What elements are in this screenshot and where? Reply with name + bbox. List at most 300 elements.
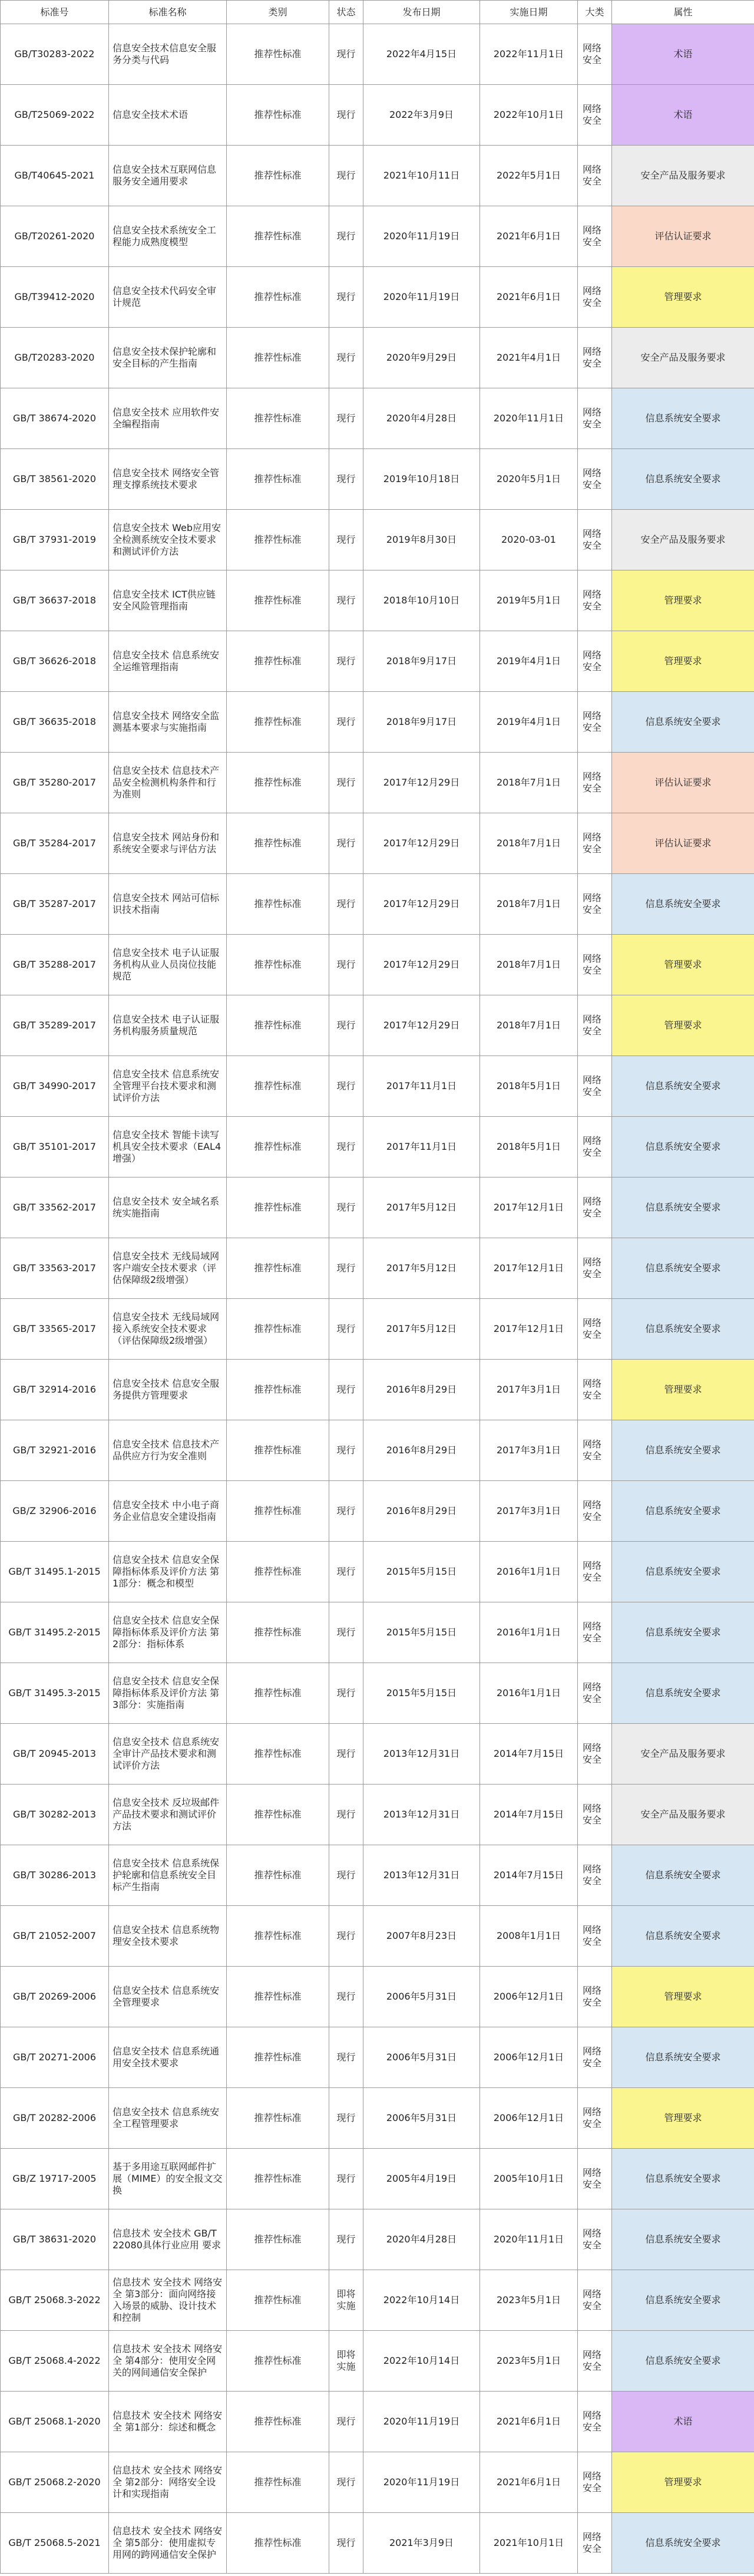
cell-field: 网络安全 [578, 570, 612, 631]
table-row [1, 1056, 754, 1117]
table-row [1, 631, 754, 692]
cell-publish-date: 2013年12月31日 [363, 1724, 480, 1785]
cell-category: 推荐性标准 [227, 2027, 329, 2088]
cell-category: 推荐性标准 [227, 2149, 329, 2209]
cell-publish-date: 2020年4月28日 [363, 2209, 480, 2270]
cell-status: 现行 [329, 510, 363, 570]
cell-category: 推荐性标准 [227, 2209, 329, 2270]
cell-status: 现行 [329, 2452, 363, 2513]
cell-code: GB/T 33565-2017 [1, 1299, 109, 1360]
cell-name: 信息安全技术 信息系统通用安全技术要求 [109, 2027, 227, 2088]
table-row [1, 267, 754, 328]
cell-category: 推荐性标准 [227, 813, 329, 874]
cell-attribute: 信息系统安全要求 [612, 449, 754, 510]
cell-status: 现行 [329, 1785, 363, 1845]
cell-category: 推荐性标准 [227, 1663, 329, 1724]
cell-name: 信息安全技术术语 [109, 85, 227, 146]
table-row [1, 328, 754, 388]
cell-name: 信息安全技术系统安全工程能力成熟度模型 [109, 206, 227, 267]
cell-effective-date: 2021年6月1日 [480, 2452, 578, 2513]
cell-effective-date: 2018年7月1日 [480, 995, 578, 1056]
cell-code: GB/T20261-2020 [1, 206, 109, 267]
cell-effective-date: 2020年5月1日 [480, 449, 578, 510]
cell-publish-date: 2022年3月9日 [363, 85, 480, 146]
cell-effective-date: 2019年4月1日 [480, 631, 578, 692]
cell-effective-date: 2006年12月1日 [480, 1967, 578, 2027]
cell-attribute: 管理要求 [612, 570, 754, 631]
cell-attribute: 信息系统安全要求 [612, 2270, 754, 2331]
cell-publish-date: 2019年10月18日 [363, 449, 480, 510]
cell-publish-date: 2018年10月10日 [363, 570, 480, 631]
cell-publish-date: 2015年5月15日 [363, 1663, 480, 1724]
cell-field: 网络安全 [578, 267, 612, 328]
cell-effective-date: 2021年6月1日 [480, 267, 578, 328]
cell-name: 信息安全技术 电子认证服务机构服务质量规范 [109, 995, 227, 1056]
table-row [1, 1967, 754, 2027]
cell-category: 推荐性标准 [227, 1420, 329, 1481]
header-name: 标准名称 [109, 1, 227, 24]
table-row [1, 85, 754, 146]
cell-code: GB/T 37931-2019 [1, 510, 109, 570]
cell-field: 网络安全 [578, 24, 612, 85]
cell-publish-date: 2006年5月31日 [363, 2027, 480, 2088]
cell-attribute: 信息系统安全要求 [612, 1299, 754, 1360]
cell-effective-date: 2018年7月1日 [480, 753, 578, 813]
table-row [1, 570, 754, 631]
cell-publish-date: 2017年5月12日 [363, 1177, 480, 1238]
cell-category: 推荐性标准 [227, 146, 329, 206]
cell-name: 信息安全技术 Web应用安全检测系统安全技术要求和测试评价方法 [109, 510, 227, 570]
cell-attribute: 信息系统安全要求 [612, 1056, 754, 1117]
cell-attribute: 安全产品及服务要求 [612, 146, 754, 206]
cell-name: 信息安全技术保护轮廓和安全目标的产生指南 [109, 328, 227, 388]
cell-code: GB/T 35288-2017 [1, 935, 109, 995]
cell-attribute: 信息系统安全要求 [612, 1542, 754, 1602]
table-row [1, 1785, 754, 1845]
cell-attribute: 信息系统安全要求 [612, 1420, 754, 1481]
cell-publish-date: 2015年5月15日 [363, 1542, 480, 1602]
cell-attribute: 术语 [612, 85, 754, 146]
cell-publish-date: 2020年11月19日 [363, 206, 480, 267]
cell-field: 网络安全 [578, 935, 612, 995]
cell-attribute: 信息系统安全要求 [612, 1663, 754, 1724]
cell-publish-date: 2006年5月31日 [363, 1967, 480, 2027]
cell-publish-date: 2017年5月12日 [363, 1299, 480, 1360]
cell-attribute: 管理要求 [612, 2088, 754, 2149]
cell-name: 信息安全技术 中小电子商务企业信息安全建设指南 [109, 1481, 227, 1542]
cell-status: 即将实施 [329, 2331, 363, 2392]
cell-effective-date: 2020年11月1日 [480, 2209, 578, 2270]
cell-code: GB/T40645-2021 [1, 146, 109, 206]
cell-status: 现行 [329, 24, 363, 85]
cell-status: 现行 [329, 1724, 363, 1785]
cell-publish-date: 2020年11月19日 [363, 2452, 480, 2513]
cell-field: 网络安全 [578, 1785, 612, 1845]
table-row [1, 510, 754, 570]
cell-status: 现行 [329, 2513, 363, 2574]
table-row [1, 1481, 754, 1542]
cell-status: 现行 [329, 1299, 363, 1360]
cell-field: 网络安全 [578, 1724, 612, 1785]
cell-publish-date: 2017年12月29日 [363, 813, 480, 874]
cell-category: 推荐性标准 [227, 2452, 329, 2513]
cell-status: 现行 [329, 1481, 363, 1542]
table-row [1, 2513, 754, 2574]
cell-status: 现行 [329, 1602, 363, 1663]
cell-field: 网络安全 [578, 1481, 612, 1542]
cell-field: 网络安全 [578, 1663, 612, 1724]
cell-category: 推荐性标准 [227, 1724, 329, 1785]
cell-attribute: 信息系统安全要求 [612, 2513, 754, 2574]
cell-category: 推荐性标准 [227, 510, 329, 570]
cell-category: 推荐性标准 [227, 1177, 329, 1238]
cell-code: GB/T 21052-2007 [1, 1906, 109, 1967]
cell-name: 信息安全技术 信息安全保障指标体系及评价方法 第2部分：指标体系 [109, 1602, 227, 1663]
cell-category: 推荐性标准 [227, 2513, 329, 2574]
cell-effective-date: 2008年1月1日 [480, 1906, 578, 1967]
cell-effective-date: 2018年7月1日 [480, 935, 578, 995]
cell-effective-date: 2017年12月1日 [480, 1177, 578, 1238]
cell-publish-date: 2017年11月1日 [363, 1056, 480, 1117]
cell-effective-date: 2023年5月1日 [480, 2270, 578, 2331]
cell-code: GB/T 32921-2016 [1, 1420, 109, 1481]
cell-attribute: 信息系统安全要求 [612, 1177, 754, 1238]
cell-publish-date: 2017年12月29日 [363, 995, 480, 1056]
cell-field: 网络安全 [578, 2392, 612, 2452]
header-code: 标准号 [1, 1, 109, 24]
cell-publish-date: 2017年5月12日 [363, 1238, 480, 1299]
cell-field: 网络安全 [578, 692, 612, 753]
cell-code: GB/T 32914-2016 [1, 1360, 109, 1420]
cell-publish-date: 2020年11月19日 [363, 267, 480, 328]
cell-attribute: 信息系统安全要求 [612, 1906, 754, 1967]
cell-status: 现行 [329, 1845, 363, 1906]
cell-code: GB/T 30282-2013 [1, 1785, 109, 1845]
cell-code: GB/T 35287-2017 [1, 874, 109, 935]
cell-category: 推荐性标准 [227, 206, 329, 267]
cell-name: 信息技术 安全技术 GB/T 22080具体行业应用 要求 [109, 2209, 227, 2270]
cell-effective-date: 2021年4月1日 [480, 328, 578, 388]
cell-publish-date: 2018年9月17日 [363, 692, 480, 753]
cell-publish-date: 2017年11月1日 [363, 1117, 480, 1177]
cell-effective-date: 2017年12月1日 [480, 1299, 578, 1360]
table-row [1, 449, 754, 510]
header-effective-date: 实施日期 [480, 1, 578, 24]
cell-category: 推荐性标准 [227, 874, 329, 935]
cell-status: 现行 [329, 1542, 363, 1602]
cell-code: GB/T 20282-2006 [1, 2088, 109, 2149]
cell-effective-date: 2014年7月15日 [480, 1724, 578, 1785]
cell-name: 信息技术 安全技术 网络安全 第5部分：使用虚拟专用网的跨网通信安全保护 [109, 2513, 227, 2574]
cell-attribute: 信息系统安全要求 [612, 692, 754, 753]
cell-attribute: 安全产品及服务要求 [612, 510, 754, 570]
cell-code: GB/T30283-2022 [1, 24, 109, 85]
cell-effective-date: 2017年3月1日 [480, 1481, 578, 1542]
cell-name: 信息安全技术 网站身份和系统安全要求与评估方法 [109, 813, 227, 874]
cell-code: GB/T 35284-2017 [1, 813, 109, 874]
cell-status: 现行 [329, 1056, 363, 1117]
cell-field: 网络安全 [578, 2209, 612, 2270]
cell-name: 信息安全技术 电子认证服务机构从业人员岗位技能规范 [109, 935, 227, 995]
cell-code: GB/T 38631-2020 [1, 2209, 109, 2270]
cell-publish-date: 2022年10月14日 [363, 2270, 480, 2331]
cell-status: 现行 [329, 1420, 363, 1481]
cell-code: GB/T 38561-2020 [1, 449, 109, 510]
cell-effective-date: 2006年12月1日 [480, 2027, 578, 2088]
header-attribute: 属性 [612, 1, 754, 24]
cell-field: 网络安全 [578, 631, 612, 692]
cell-name: 信息安全技术 信息系统安全运维管理指南 [109, 631, 227, 692]
cell-attribute: 信息系统安全要求 [612, 2209, 754, 2270]
cell-field: 网络安全 [578, 995, 612, 1056]
cell-code: GB/T 36626-2018 [1, 631, 109, 692]
cell-effective-date: 2018年5月1日 [480, 1056, 578, 1117]
header-field: 大类 [578, 1, 612, 24]
cell-code: GB/T 25068.4-2022 [1, 2331, 109, 2392]
cell-attribute: 信息系统安全要求 [612, 1845, 754, 1906]
cell-status: 现行 [329, 2088, 363, 2149]
cell-status: 现行 [329, 146, 363, 206]
cell-field: 网络安全 [578, 146, 612, 206]
cell-field: 网络安全 [578, 388, 612, 449]
cell-category: 推荐性标准 [227, 1117, 329, 1177]
cell-effective-date: 2005年10月1日 [480, 2149, 578, 2209]
table-row [1, 1724, 754, 1785]
cell-category: 推荐性标准 [227, 328, 329, 388]
cell-attribute: 信息系统安全要求 [612, 2027, 754, 2088]
cell-attribute: 信息系统安全要求 [612, 1602, 754, 1663]
cell-attribute: 管理要求 [612, 935, 754, 995]
cell-category: 推荐性标准 [227, 1299, 329, 1360]
cell-field: 网络安全 [578, 328, 612, 388]
cell-publish-date: 2018年9月17日 [363, 631, 480, 692]
cell-attribute: 管理要求 [612, 267, 754, 328]
cell-name: 信息安全技术 信息系统安全管理平台技术要求和测试评价方法 [109, 1056, 227, 1117]
cell-publish-date: 2015年5月15日 [363, 1602, 480, 1663]
cell-effective-date: 2020-03-01 [480, 510, 578, 570]
cell-category: 推荐性标准 [227, 753, 329, 813]
cell-category: 推荐性标准 [227, 1967, 329, 2027]
cell-effective-date: 2017年3月1日 [480, 1420, 578, 1481]
cell-field: 网络安全 [578, 1238, 612, 1299]
cell-publish-date: 2020年4月28日 [363, 388, 480, 449]
table-row [1, 2149, 754, 2209]
cell-field: 网络安全 [578, 1542, 612, 1602]
table-row [1, 1117, 754, 1177]
cell-field: 网络安全 [578, 2331, 612, 2392]
cell-name: 信息安全技术 信息安全服务提供方管理要求 [109, 1360, 227, 1420]
cell-attribute: 术语 [612, 2392, 754, 2452]
cell-publish-date: 2013年12月31日 [363, 1785, 480, 1845]
table-row [1, 2270, 754, 2331]
cell-status: 现行 [329, 85, 363, 146]
table-row [1, 2452, 754, 2513]
cell-code: GB/T39412-2020 [1, 267, 109, 328]
cell-name: 信息安全技术 网络安全监测基本要求与实施指南 [109, 692, 227, 753]
cell-attribute: 管理要求 [612, 1967, 754, 2027]
table-row [1, 24, 754, 85]
cell-attribute: 信息系统安全要求 [612, 388, 754, 449]
cell-category: 推荐性标准 [227, 1481, 329, 1542]
cell-name: 信息安全技术 信息技术产品安全检测机构条件和行为准则 [109, 753, 227, 813]
cell-category: 推荐性标准 [227, 1845, 329, 1906]
table-row [1, 1542, 754, 1602]
cell-name: 信息技术 安全技术 网络安全 第4部分：使用安全网关的网间通信安全保护 [109, 2331, 227, 2392]
cell-name: 信息安全技术 信息系统物理安全技术要求 [109, 1906, 227, 1967]
cell-status: 现行 [329, 1967, 363, 2027]
cell-effective-date: 2021年10月1日 [480, 2513, 578, 2574]
cell-code: GB/T 31495.2-2015 [1, 1602, 109, 1663]
cell-status: 现行 [329, 2027, 363, 2088]
cell-status: 现行 [329, 267, 363, 328]
cell-status: 现行 [329, 753, 363, 813]
cell-name: 信息安全技术 网站可信标识技术指南 [109, 874, 227, 935]
cell-status: 即将实施 [329, 2270, 363, 2331]
cell-effective-date: 2022年5月1日 [480, 146, 578, 206]
cell-name: 信息安全技术 智能卡读写机具安全技术要求（EAL4增强） [109, 1117, 227, 1177]
cell-code: GB/T25069-2022 [1, 85, 109, 146]
cell-code: GB/T 25068.3-2022 [1, 2270, 109, 2331]
table-row [1, 2392, 754, 2452]
cell-effective-date: 2022年10月1日 [480, 85, 578, 146]
cell-field: 网络安全 [578, 1360, 612, 1420]
cell-category: 推荐性标准 [227, 2088, 329, 2149]
table-row [1, 753, 754, 813]
table-row [1, 1663, 754, 1724]
cell-field: 网络安全 [578, 206, 612, 267]
cell-code: GB/T 20945-2013 [1, 1724, 109, 1785]
cell-name: 基于多用途互联网邮件扩展（MIME）的安全报文交换 [109, 2149, 227, 2209]
cell-category: 推荐性标准 [227, 935, 329, 995]
cell-attribute: 信息系统安全要求 [612, 2149, 754, 2209]
table-row [1, 1360, 754, 1420]
cell-effective-date: 2018年7月1日 [480, 874, 578, 935]
cell-status: 现行 [329, 874, 363, 935]
cell-code: GB/T 36637-2018 [1, 570, 109, 631]
cell-field: 网络安全 [578, 85, 612, 146]
cell-attribute: 评估认证要求 [612, 753, 754, 813]
cell-code: GB/T 31495.1-2015 [1, 1542, 109, 1602]
cell-code: GB/T 25068.5-2021 [1, 2513, 109, 2574]
cell-field: 网络安全 [578, 874, 612, 935]
cell-code: GB/T 35289-2017 [1, 995, 109, 1056]
cell-category: 推荐性标准 [227, 1238, 329, 1299]
table-row [1, 2331, 754, 2392]
cell-name: 信息安全技术互联网信息服务安全通用要求 [109, 146, 227, 206]
cell-name: 信息安全技术 反垃圾邮件产品技术要求和测试评价方法 [109, 1785, 227, 1845]
cell-status: 现行 [329, 1663, 363, 1724]
cell-publish-date: 2017年12月29日 [363, 874, 480, 935]
cell-attribute: 信息系统安全要求 [612, 874, 754, 935]
cell-field: 网络安全 [578, 2270, 612, 2331]
cell-code: GB/T 34990-2017 [1, 1056, 109, 1117]
cell-attribute: 术语 [612, 24, 754, 85]
cell-publish-date: 2016年8月29日 [363, 1420, 480, 1481]
cell-field: 网络安全 [578, 1602, 612, 1663]
cell-status: 现行 [329, 1117, 363, 1177]
cell-status: 现行 [329, 1177, 363, 1238]
cell-code: GB/T 33562-2017 [1, 1177, 109, 1238]
table-row [1, 692, 754, 753]
header-category: 类别 [227, 1, 329, 24]
cell-code: GB/T 35101-2017 [1, 1117, 109, 1177]
cell-field: 网络安全 [578, 1967, 612, 2027]
cell-status: 现行 [329, 570, 363, 631]
cell-name: 信息安全技术 信息安全保障指标体系及评价方法 第3部分：实施指南 [109, 1663, 227, 1724]
table-row [1, 874, 754, 935]
cell-name: 信息安全技术 信息系统安全管理要求 [109, 1967, 227, 2027]
cell-publish-date: 2022年10月14日 [363, 2331, 480, 2392]
cell-field: 网络安全 [578, 2149, 612, 2209]
cell-code: GB/Z 19717-2005 [1, 2149, 109, 2209]
cell-status: 现行 [329, 631, 363, 692]
cell-publish-date: 2006年5月31日 [363, 2088, 480, 2149]
cell-category: 推荐性标准 [227, 631, 329, 692]
cell-field: 网络安全 [578, 753, 612, 813]
cell-effective-date: 2014年7月15日 [480, 1845, 578, 1906]
cell-category: 推荐性标准 [227, 24, 329, 85]
cell-attribute: 信息系统安全要求 [612, 2331, 754, 2392]
cell-attribute: 信息系统安全要求 [612, 1117, 754, 1177]
cell-name: 信息安全技术 ICT供应链安全风险管理指南 [109, 570, 227, 631]
cell-effective-date: 2006年12月1日 [480, 2088, 578, 2149]
cell-attribute: 评估认证要求 [612, 206, 754, 267]
cell-code: GB/T 36635-2018 [1, 692, 109, 753]
cell-field: 网络安全 [578, 1845, 612, 1906]
cell-name: 信息安全技术 信息系统保护轮廓和信息系统安全目标产生指南 [109, 1845, 227, 1906]
cell-code: GB/T 30286-2013 [1, 1845, 109, 1906]
cell-attribute: 安全产品及服务要求 [612, 1785, 754, 1845]
cell-field: 网络安全 [578, 1420, 612, 1481]
table-row [1, 2209, 754, 2270]
cell-name: 信息安全技术 信息系统安全审计产品技术要求和测试评价方法 [109, 1724, 227, 1785]
cell-effective-date: 2019年4月1日 [480, 692, 578, 753]
cell-publish-date: 2013年12月31日 [363, 1845, 480, 1906]
table-row [1, 146, 754, 206]
cell-effective-date: 2014年7月15日 [480, 1785, 578, 1845]
cell-attribute: 安全产品及服务要求 [612, 328, 754, 388]
table-row [1, 388, 754, 449]
cell-code: GB/T 33563-2017 [1, 1238, 109, 1299]
cell-field: 网络安全 [578, 449, 612, 510]
cell-status: 现行 [329, 1238, 363, 1299]
cell-effective-date: 2018年5月1日 [480, 1117, 578, 1177]
cell-category: 推荐性标准 [227, 1360, 329, 1420]
cell-name: 信息安全技术 安全域名系统实施指南 [109, 1177, 227, 1238]
table-row [1, 813, 754, 874]
cell-category: 推荐性标准 [227, 1542, 329, 1602]
cell-effective-date: 2020年11月1日 [480, 388, 578, 449]
cell-category: 推荐性标准 [227, 1785, 329, 1845]
cell-attribute: 管理要求 [612, 1360, 754, 1420]
cell-category: 推荐性标准 [227, 2392, 329, 2452]
table-body [1, 24, 754, 2574]
cell-status: 现行 [329, 2209, 363, 2270]
cell-category: 推荐性标准 [227, 1056, 329, 1117]
cell-publish-date: 2005年4月19日 [363, 2149, 480, 2209]
cell-field: 网络安全 [578, 2088, 612, 2149]
cell-attribute: 信息系统安全要求 [612, 1481, 754, 1542]
cell-effective-date: 2016年1月1日 [480, 1663, 578, 1724]
cell-name: 信息安全技术 信息系统安全工程管理要求 [109, 2088, 227, 2149]
cell-code: GB/T 38674-2020 [1, 388, 109, 449]
table-row [1, 1299, 754, 1360]
cell-status: 现行 [329, 449, 363, 510]
table-row [1, 935, 754, 995]
cell-name: 信息技术 安全技术 网络安全 第1部分：综述和概念 [109, 2392, 227, 2452]
cell-field: 网络安全 [578, 1117, 612, 1177]
cell-field: 网络安全 [578, 2452, 612, 2513]
